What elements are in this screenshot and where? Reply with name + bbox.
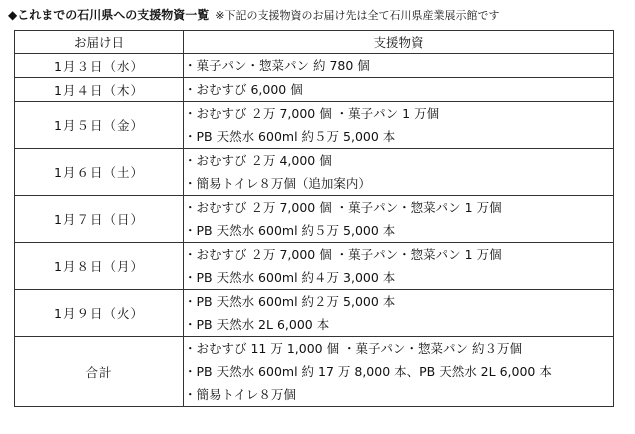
supply-line: ・おむすび ２万 7,000 個 ・菓子パン 1 万個 xyxy=(184,106,440,121)
supply-items xyxy=(184,54,614,78)
page-heading xyxy=(8,6,499,25)
supply-line: ・PB 天然水 600ml 約 17 万 8,000 本、PB 天然水 2L 6,000 本 xyxy=(184,364,552,379)
delivery-date: 1月９日（火） xyxy=(15,290,184,337)
supply-line: ・PB 天然水 600ml 約５万 5,000 本 xyxy=(184,129,396,144)
supply-line: ・菓子パン・惣菜パン 約 780 個 xyxy=(184,58,370,73)
supply-items xyxy=(184,149,614,196)
table-row xyxy=(15,290,614,337)
supply-line: ・PB 天然水 2L 6,000 本 xyxy=(184,317,330,332)
header-date: お届け日 xyxy=(15,31,184,54)
supply-line: ・おむすび 11 万 1,000 個 ・菓子パン・惣菜パン 約３万個 xyxy=(184,341,523,356)
supply-line: ・簡易トイレ８万個 xyxy=(184,387,296,402)
supply-line: ・簡易トイレ８万個（追加案内） xyxy=(184,176,371,191)
table-row xyxy=(15,54,614,78)
table-row xyxy=(15,78,614,102)
supply-items xyxy=(184,290,614,337)
table-row xyxy=(15,196,614,243)
delivery-date: 合計 xyxy=(15,337,184,407)
header-items: 支援物資 xyxy=(184,31,614,54)
delivery-date: 1月４日（木） xyxy=(15,78,184,102)
heading-note: ※下記の支援物資のお届け先は全て石川県産業展示館です xyxy=(215,9,500,22)
supply-line: ・PB 天然水 600ml 約５万 5,000 本 xyxy=(184,223,396,238)
supply-line: ・おむすび ２万 4,000 個 xyxy=(184,153,332,168)
heading-title: ◆これまでの石川県への支援物資一覧 xyxy=(8,8,210,22)
delivery-date: 1月６日（土） xyxy=(15,149,184,196)
table-row xyxy=(15,337,614,407)
supply-line: ・おむすび ２万 7,000 個 ・菓子パン・惣菜パン 1 万個 xyxy=(184,247,502,262)
supply-items xyxy=(184,78,614,102)
supply-line: ・おむすび ２万 7,000 個 ・菓子パン・惣菜パン 1 万個 xyxy=(184,200,502,215)
aid-supplies-table xyxy=(14,30,614,407)
supply-items xyxy=(184,243,614,290)
table-row xyxy=(15,102,614,149)
table-row xyxy=(15,149,614,196)
delivery-date: 1月５日（金） xyxy=(15,102,184,149)
supply-items xyxy=(184,102,614,149)
table-body xyxy=(15,54,614,407)
delivery-date: 1月７日（日） xyxy=(15,196,184,243)
supply-items xyxy=(184,196,614,243)
delivery-date: 1月３日（水） xyxy=(15,54,184,78)
table-row xyxy=(15,243,614,290)
delivery-date: 1月８日（月） xyxy=(15,243,184,290)
supply-line: ・PB 天然水 600ml 約２万 5,000 本 xyxy=(184,294,396,309)
supply-line: ・PB 天然水 600ml 約４万 3,000 本 xyxy=(184,270,396,285)
table-header-row xyxy=(15,31,614,54)
supply-items xyxy=(184,337,614,407)
supply-line: ・おむすび 6,000 個 xyxy=(184,82,303,97)
